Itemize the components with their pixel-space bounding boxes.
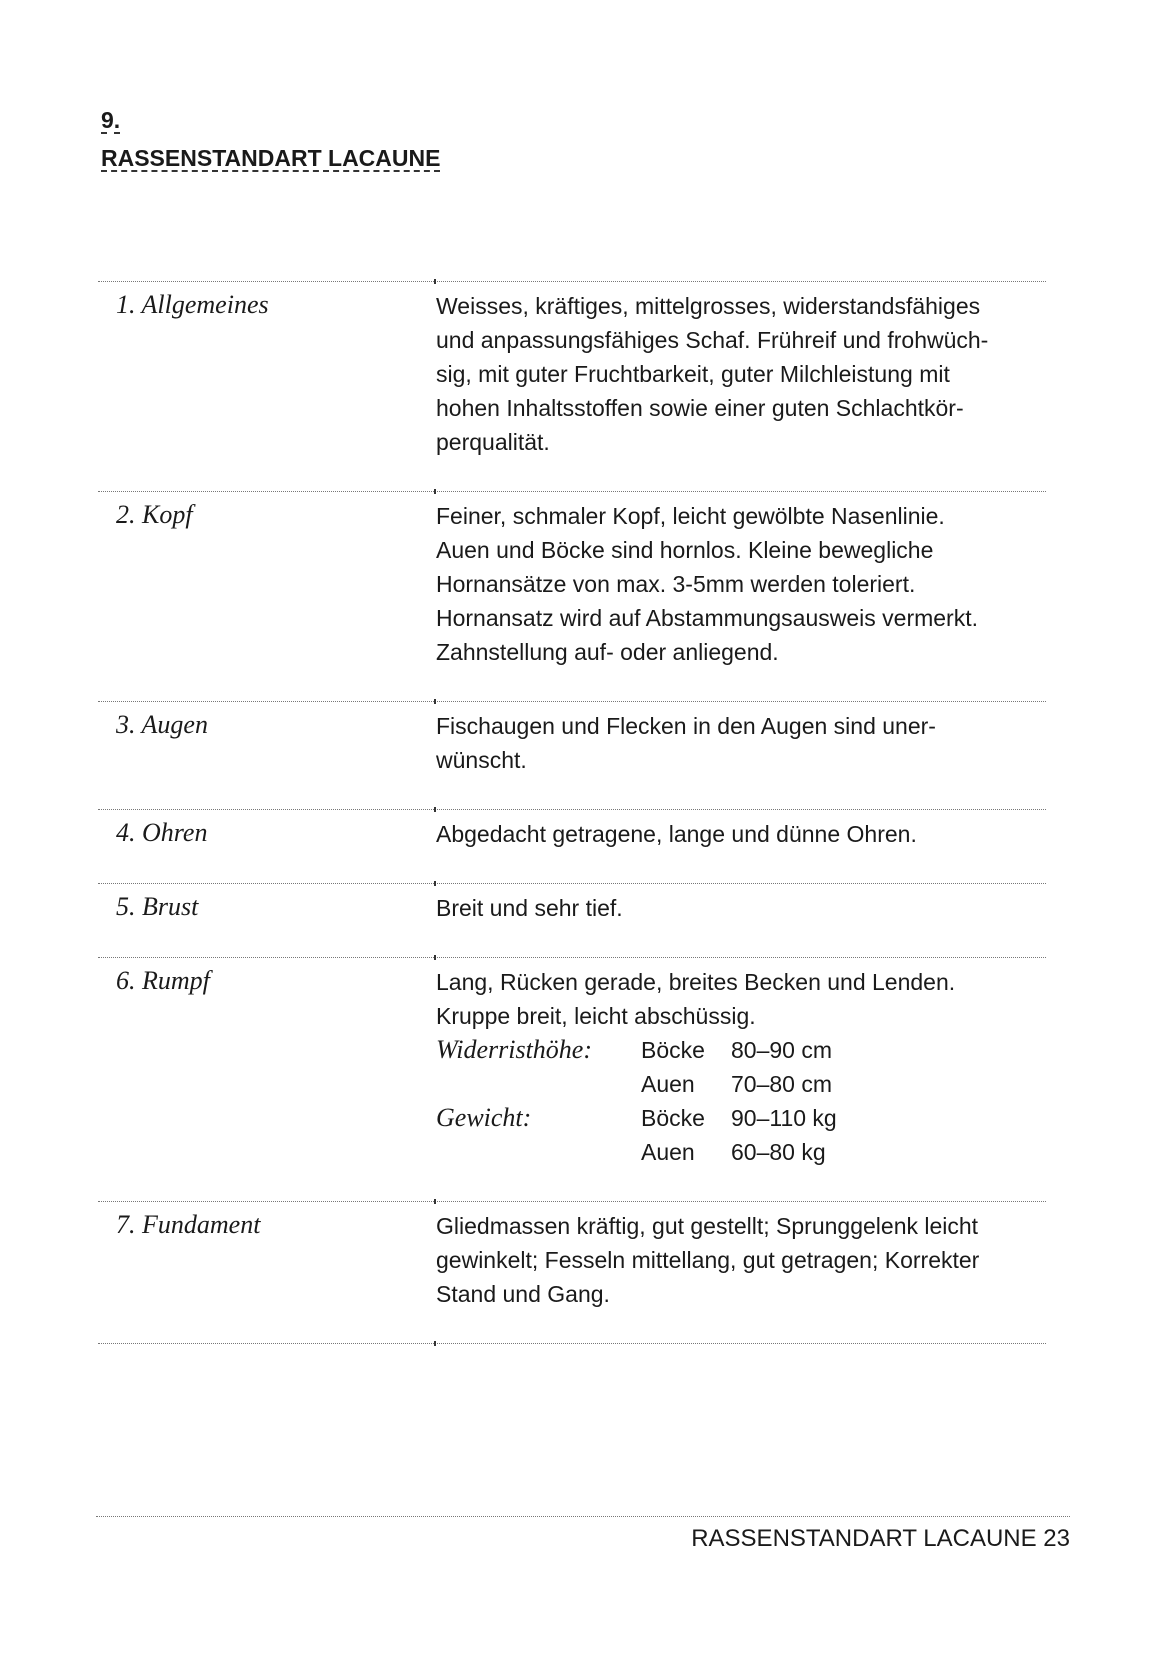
- description-line: gewinkelt; Fesseln mittellang, gut getragen; Korrekter: [436, 1247, 980, 1273]
- description-line: Kruppe breit, leicht abschüssig.: [436, 1003, 756, 1029]
- table-row: [98, 281, 1046, 491]
- row-label: 1. Allgemeines: [116, 290, 269, 319]
- measurement-value: 60–80 kg: [731, 1139, 826, 1165]
- description-line: Zahnstellung auf- oder anliegend.: [436, 639, 779, 665]
- table-row: [98, 491, 1046, 701]
- table-row: [98, 883, 1046, 957]
- description-line: Feiner, schmaler Kopf, leicht gewölbte Nasenlinie.: [436, 503, 945, 529]
- description-line: Fischaugen und Flecken in den Augen sind uner-: [436, 713, 936, 739]
- measurement-row: [436, 1033, 1046, 1067]
- description-line: und anpassungsfähiges Schaf. Frühreif und frohwüch-: [436, 327, 989, 353]
- description-line: Breit und sehr tief.: [436, 895, 623, 921]
- row-description: [436, 958, 1046, 1201]
- measurements-table: [436, 1033, 1046, 1169]
- row-description: [436, 492, 1046, 701]
- table-row: [98, 809, 1046, 883]
- row-label: 3. Augen: [116, 710, 208, 739]
- measurement-row: [436, 1101, 1046, 1135]
- description-line: Gliedmassen kräftig, gut gestellt; Sprunggelenk leicht: [436, 1213, 979, 1239]
- description-line: hohen Inhaltsstoffen sowie einer guten Schlachtkör-: [436, 395, 964, 421]
- description-line: Hornansätze von max. 3-5mm werden toleriert.: [436, 571, 916, 597]
- column-divider-mark: [434, 699, 436, 704]
- row-label: 7. Fundament: [116, 1210, 261, 1239]
- row-label: 2. Kopf: [116, 500, 193, 529]
- column-divider-mark: [434, 1199, 436, 1204]
- table-bottom-rule: [98, 1343, 1046, 1344]
- description-line: Stand und Gang.: [436, 1281, 610, 1307]
- description-line: Abgedacht getragene, lange und dünne Ohren.: [436, 821, 917, 847]
- column-divider-mark: [434, 955, 436, 960]
- description-line: Auen und Böcke sind hornlos. Kleine bewegliche: [436, 537, 934, 563]
- column-divider-mark: [434, 1341, 436, 1346]
- page-footer: RASSENSTANDART LACAUNE 23: [691, 1525, 1070, 1552]
- description-line: Hornansatz wird auf Abstammungsausweis vermerkt.: [436, 605, 978, 631]
- description-line: perqualität.: [436, 429, 550, 455]
- table-row: [98, 701, 1046, 809]
- measurement-value: 70–80 cm: [731, 1071, 833, 1097]
- description-line: sig, mit guter Fruchtbarkeit, guter Milchleistung mit: [436, 361, 950, 387]
- table-row: [98, 1201, 1046, 1343]
- column-divider-mark: [434, 489, 436, 494]
- measurement-sex: Böcke: [641, 1105, 705, 1131]
- measurement-row: [436, 1067, 1046, 1101]
- column-divider-mark: [434, 807, 436, 812]
- row-description: [436, 702, 1046, 809]
- row-description: [436, 1202, 1046, 1343]
- row-description: [436, 810, 1046, 883]
- breed-standard-table: [98, 281, 1046, 1344]
- row-label: 5. Brust: [116, 892, 199, 921]
- row-label: 4. Ohren: [116, 818, 208, 847]
- row-description: [436, 282, 1046, 491]
- description-line: Lang, Rücken gerade, breites Becken und Lenden.: [436, 969, 956, 995]
- description-line: wünscht.: [436, 747, 527, 773]
- measurement-sex: Auen: [641, 1071, 695, 1097]
- row-description: [436, 884, 1046, 957]
- measurement-value: 90–110 kg: [731, 1105, 837, 1131]
- measurement-value: 80–90 cm: [731, 1037, 833, 1063]
- table-row: [98, 957, 1046, 1201]
- measurement-row: [436, 1135, 1046, 1169]
- section-title: RASSENSTANDART LACAUNE: [101, 145, 441, 171]
- column-divider-mark: [434, 279, 436, 284]
- measurement-label: Widerristhöhe:: [436, 1035, 592, 1064]
- section-heading: [101, 104, 440, 174]
- column-divider-mark: [434, 881, 436, 886]
- measurement-sex: Böcke: [641, 1037, 705, 1063]
- description-line: Weisses, kräftiges, mittelgrosses, widerstandsfähiges: [436, 293, 981, 319]
- row-label: 6. Rumpf: [116, 966, 210, 995]
- footer-divider: [96, 1516, 1070, 1517]
- measurement-label: Gewicht:: [436, 1103, 532, 1132]
- measurement-sex: Auen: [641, 1139, 695, 1165]
- section-number: 9.: [101, 107, 121, 133]
